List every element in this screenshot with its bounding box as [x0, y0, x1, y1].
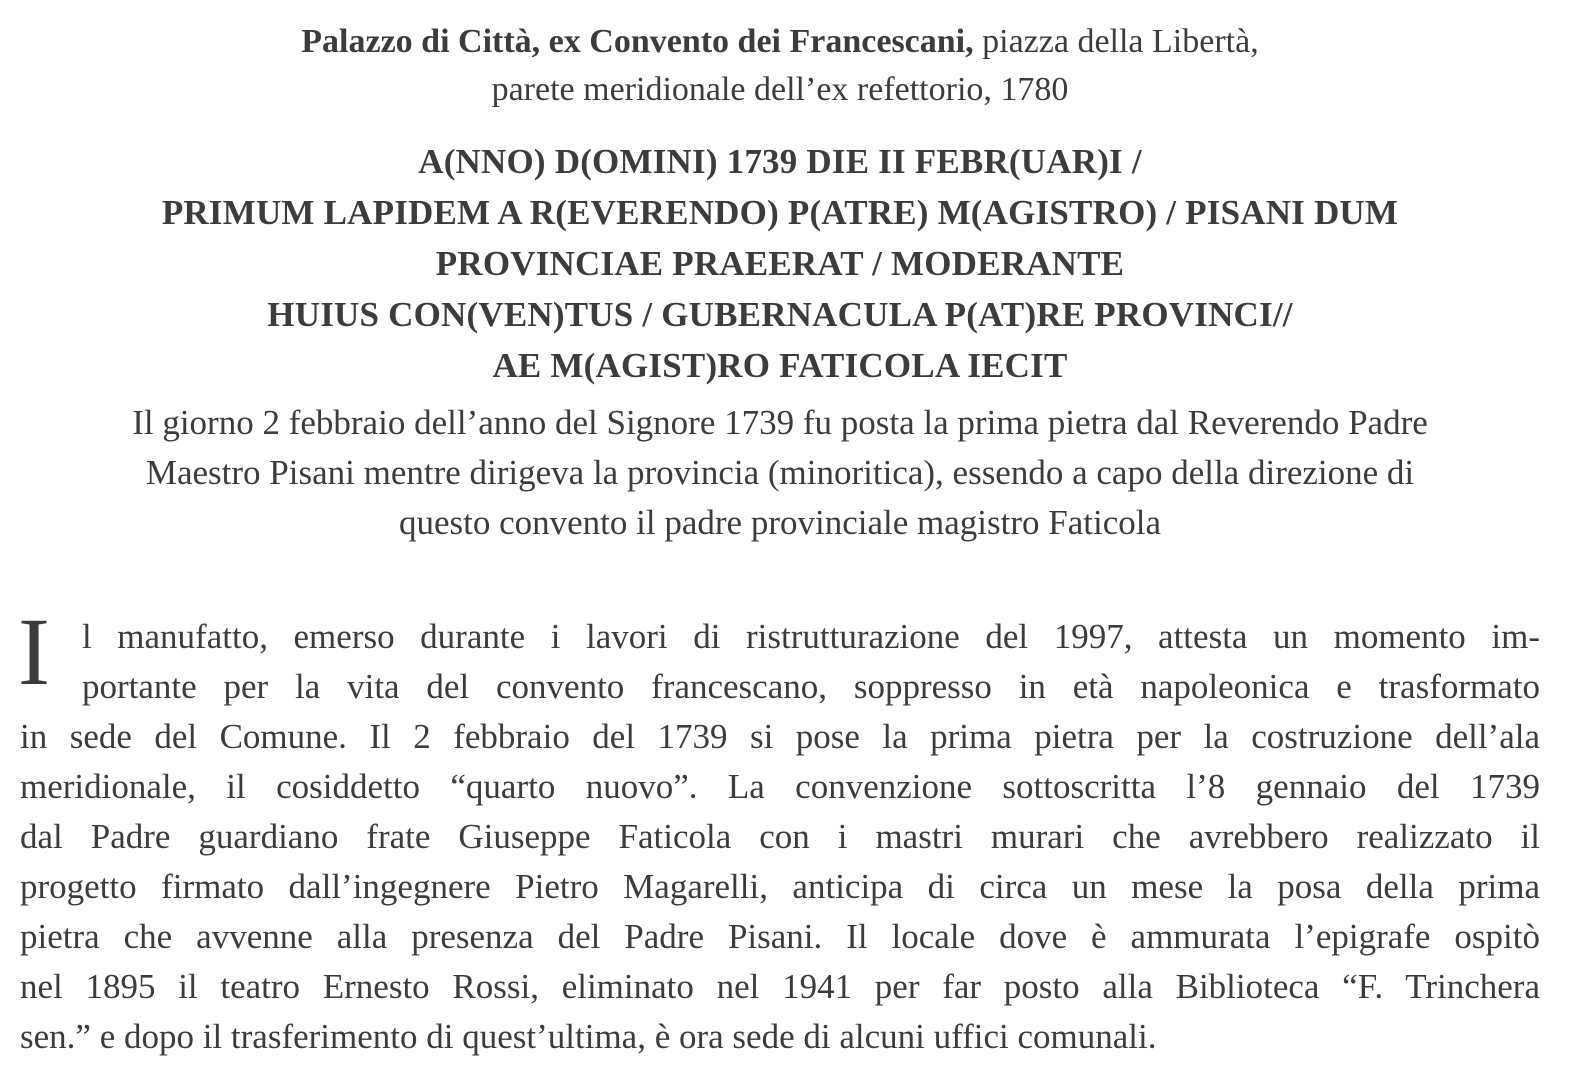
translation-line-1: Il giorno 2 febbraio dell’anno del Signore 1739 fu posta la prima pietra dal Reverendo Padre	[132, 403, 1428, 442]
body-line-9: sen.” e dopo il trasferimento di quest’ultima, è ora sede di alcuni uffici comunali.	[20, 1017, 1157, 1056]
translation-line-3: questo convento il padre provinciale magistro Faticola	[398, 503, 1161, 542]
inscription-line-1: A(NNO) D(OMINI) 1739 DIE II FEBR(UAR)I /	[418, 142, 1142, 181]
inscription-line-2: PRIMUM LAPIDEM A R(EVERENDO) P(ATRE) M(AGISTRO) / PISANI DUM	[161, 193, 1399, 232]
translation-line-2: Maestro Pisani mentre dirigeva la provincia (minoritica), essendo a capo della direzione di	[145, 453, 1415, 492]
body-line-4: meridionale, il cosiddetto “quarto nuovo”. La convenzione sottoscritta l’8 gennaio del 1739	[20, 767, 1540, 806]
body-line-6: progetto firmato dall’ingegnere Pietro Magarelli, anticipa di circa un mese la posa della prima	[20, 867, 1540, 906]
inscription-line-3: PROVINCIAE PRAEERAT / MODERANTE	[435, 244, 1125, 283]
heading-line-1	[20, 18, 1540, 66]
body-line-2: portante per la vita del convento francescano, soppresso in età napoleonica e trasformato	[82, 667, 1540, 706]
heading	[20, 18, 1540, 114]
inscription-line-4: HUIUS CON(VEN)TUS / GUBERNACULA P(AT)RE PROVINCI//	[267, 295, 1293, 334]
body-line-8: nel 1895 il teatro Ernesto Rossi, eliminato nel 1941 per far posto alla Biblioteca “F. Trinchera	[20, 967, 1540, 1006]
translation	[20, 398, 1540, 548]
heading-line-2: parete meridionale dell’ex refettorio, 1780	[491, 71, 1069, 108]
document-page	[20, 18, 1540, 1062]
inscription-line-5: AE M(AGIST)RO FATICOLA IECIT	[492, 346, 1068, 385]
drop-cap: I	[18, 598, 50, 705]
inscription	[20, 136, 1540, 391]
body-line-7: pietra che avvenne alla presenza del Padre Pisani. Il locale dove è ammurata l’epigrafe ospitò	[20, 917, 1540, 956]
body-line-3: in sede del Comune. Il 2 febbraio del 1739 si pose la prima pietra per la costruzione dell’ala	[20, 717, 1540, 756]
heading-location-bold: Palazzo di Città, ex Convento dei Francescani,	[301, 23, 974, 60]
body-paragraph	[18, 598, 1540, 1062]
body-line-5: dal Padre guardiano frate Giuseppe Faticola con i mastri murari che avrebbero realizzato il	[20, 817, 1540, 856]
heading-location-rest: piazza della Libertà,	[973, 23, 1259, 60]
body-line-1: l manufatto, emerso durante i lavori di ristrutturazione del 1997, attesta un momento im-	[82, 617, 1540, 656]
